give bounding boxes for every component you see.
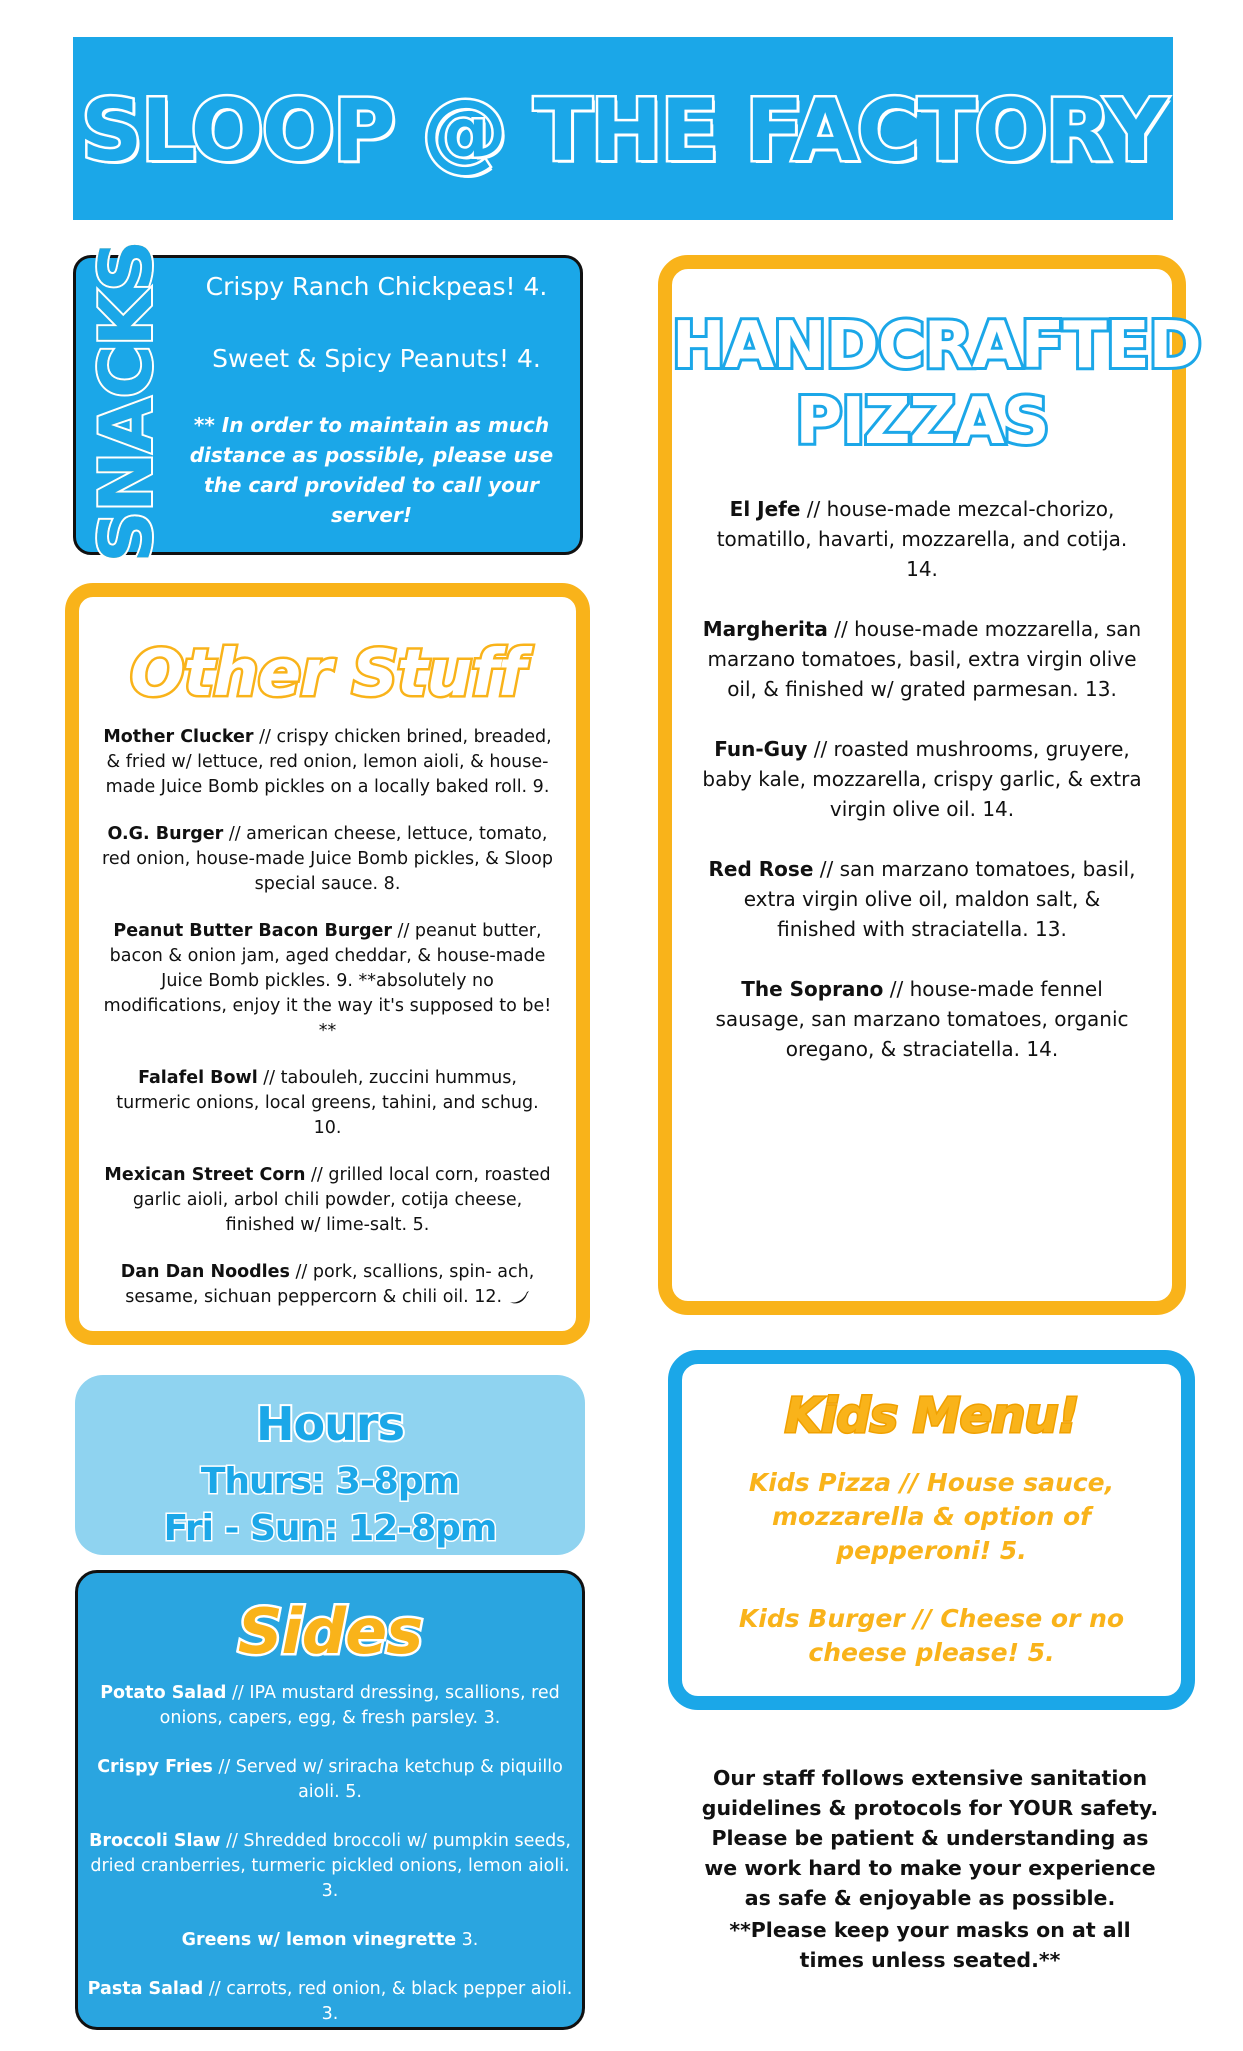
pizza-item	[702, 494, 1142, 584]
menu-item-name: Dan Dan Noodles	[120, 1262, 290, 1282]
menu-item	[101, 1066, 554, 1141]
menu-item-desc: // tabouleh, zuccini hummus, turmeric onions, local greens, tahini, and schug. 10.	[116, 1068, 539, 1138]
snacks-note: ** In order to maintain as much distance as possible, please use the card provided to call your server!	[189, 413, 554, 527]
snack-item: Sweet & Spicy Peanuts! 4.	[212, 344, 541, 373]
pizza-desc: // house-made mezcal-chorizo, tomatillo, havarti, mozzarella, and cotija. 14.	[716, 497, 1128, 581]
side-name: Crispy Fries	[97, 1757, 213, 1777]
kids-menu-panel	[668, 1350, 1195, 1710]
side-name: Pasta Salad	[87, 1979, 204, 1999]
pizza-desc: // house-made fennel sausage, san marzano tomatoes, organic oregano, & straciatella. 14.	[715, 977, 1129, 1061]
side-desc: // carrots, red onion, & black pepper aioli. 3.	[203, 1979, 573, 2024]
menu-item-name: Mexican Street Corn	[104, 1165, 306, 1185]
menu-item-desc: // crispy chicken brined, breaded, & fried w/ lettuce, red onion, lemon aioli, & house-made Juice Bomb pickles on a locally baked roll. 9.	[105, 727, 552, 797]
pizza-title-line1: HANDCRAFTED	[672, 309, 1201, 383]
side-desc: 3.	[456, 1930, 479, 1950]
menu-item	[101, 1260, 554, 1310]
pizza-name: The Soprano	[741, 977, 884, 1001]
hours-panel	[75, 1375, 585, 1555]
side-desc: // Served w/ sriracha ketchup & piquillo aioli. 5.	[212, 1757, 563, 1802]
menu-item	[101, 1163, 554, 1238]
kids-menu-title: Kids Menu!	[784, 1388, 1079, 1444]
side-item	[86, 1977, 574, 2027]
snack-item: Crispy Ranch Chickpeas! 4.	[205, 272, 548, 301]
menu-item-name: O.G. Burger	[107, 824, 224, 844]
pizza-name: Margherita	[702, 617, 828, 641]
side-name: Greens w/ lemon vinegrette	[181, 1930, 457, 1950]
menu-item	[101, 725, 554, 800]
side-desc: // IPA mustard dressing, scallions, red onions, capers, egg, & fresh parsley. 3.	[159, 1683, 560, 1728]
pizza-item	[702, 614, 1142, 704]
pizza-title-line2: PIZZAS	[795, 385, 1049, 459]
other-stuff-panel	[65, 583, 590, 1345]
side-desc: // Shredded broccoli w/ pumpkin seeds, dried cranberries, turmeric pickled onions, lemon aioli. 3.	[90, 1831, 571, 1901]
side-name: Potato Salad	[100, 1683, 227, 1703]
pizza-desc: // roasted mushrooms, gruyere, baby kale, mozzarella, crispy garlic, & extra virgin olive oil. 14.	[702, 737, 1142, 821]
menu-item-name: Peanut Butter Bacon Burger	[113, 921, 392, 941]
menu-item-desc: // american cheese, lettuce, tomato, red onion, house-made Juice Bomb pickles, & Sloop special sauce. 8.	[102, 824, 553, 894]
side-item	[86, 1681, 574, 1731]
menu-item-desc: // peanut butter, bacon & onion jam, aged cheddar, & house-made Juice Bomb pickles. 9. **absolutely no modifications, enjoy it the way it's supposed to be! **	[103, 921, 552, 1041]
other-stuff-list	[101, 725, 554, 1332]
pizza-item	[702, 854, 1142, 944]
pizza-panel	[658, 255, 1201, 1315]
pizza-list	[702, 494, 1142, 1094]
header-banner	[73, 37, 1173, 220]
hours-line: Thurs: 3-8pm	[200, 1461, 460, 1502]
pizza-desc: // san marzano tomatoes, basil, extra virgin olive oil, maldon salt, & finished with straciatella. 13.	[743, 857, 1136, 941]
sides-panel	[75, 1570, 585, 2030]
hours-title: Hours	[256, 1397, 404, 1451]
menu-item-name: Falafel Bowl	[138, 1068, 258, 1088]
pizza-item	[702, 734, 1142, 824]
side-item	[86, 1829, 574, 1904]
menu-item-desc: // pork, scallions, spin- ach, sesame, sichuan peppercorn & chili oil. 12.	[125, 1262, 535, 1307]
other-stuff-title: Other Stuff	[130, 637, 525, 711]
side-item	[86, 1928, 574, 1953]
pizza-desc: // house-made mozzarella, san marzano tomatoes, basil, extra virgin olive oil, & finished w/ grated parmesan. 13.	[707, 617, 1142, 701]
menu-item-desc: // grilled local corn, roasted garlic aioli, arbol chili powder, cotija cheese, finished w/ lime-salt. 5.	[132, 1165, 551, 1235]
snacks-label: SNACKS	[84, 240, 168, 563]
menu-item	[101, 919, 554, 1044]
sides-list	[86, 1681, 574, 2051]
sanitation-notice: Our staff follows extensive sanitation guidelines & protocols for YOUR safety. Please be patient & understanding as we work hard to make your experience as safe & enjoyable as possible.	[701, 1766, 1159, 1910]
sides-title: Sides	[237, 1595, 423, 1668]
pizza-name: Red Rose	[708, 857, 814, 881]
hours-line: Fri - Sun: 12-8pm	[163, 1508, 497, 1549]
snacks-panel	[73, 240, 583, 563]
kids-item: Kids Pizza // House sauce, mozzarella & option of pepperoni! 5.	[748, 1468, 1115, 1565]
menu-item	[101, 822, 554, 897]
menu-item-name: Mother Clucker	[103, 727, 254, 747]
kids-item: Kids Burger // Cheese or no cheese please! 5.	[738, 1604, 1125, 1667]
restaurant-title: SLOOP @ THE FACTORY	[80, 81, 1166, 181]
pizza-name: El Jefe	[729, 497, 801, 521]
pizza-name: Fun-Guy	[714, 737, 808, 761]
side-item	[86, 1755, 574, 1805]
side-name: Broccoli Slaw	[89, 1831, 221, 1851]
pizza-item	[702, 974, 1142, 1064]
chili-pepper-icon	[508, 1288, 530, 1306]
mask-notice: **Please keep your masks on at all times unless seated.**	[729, 1918, 1131, 1972]
